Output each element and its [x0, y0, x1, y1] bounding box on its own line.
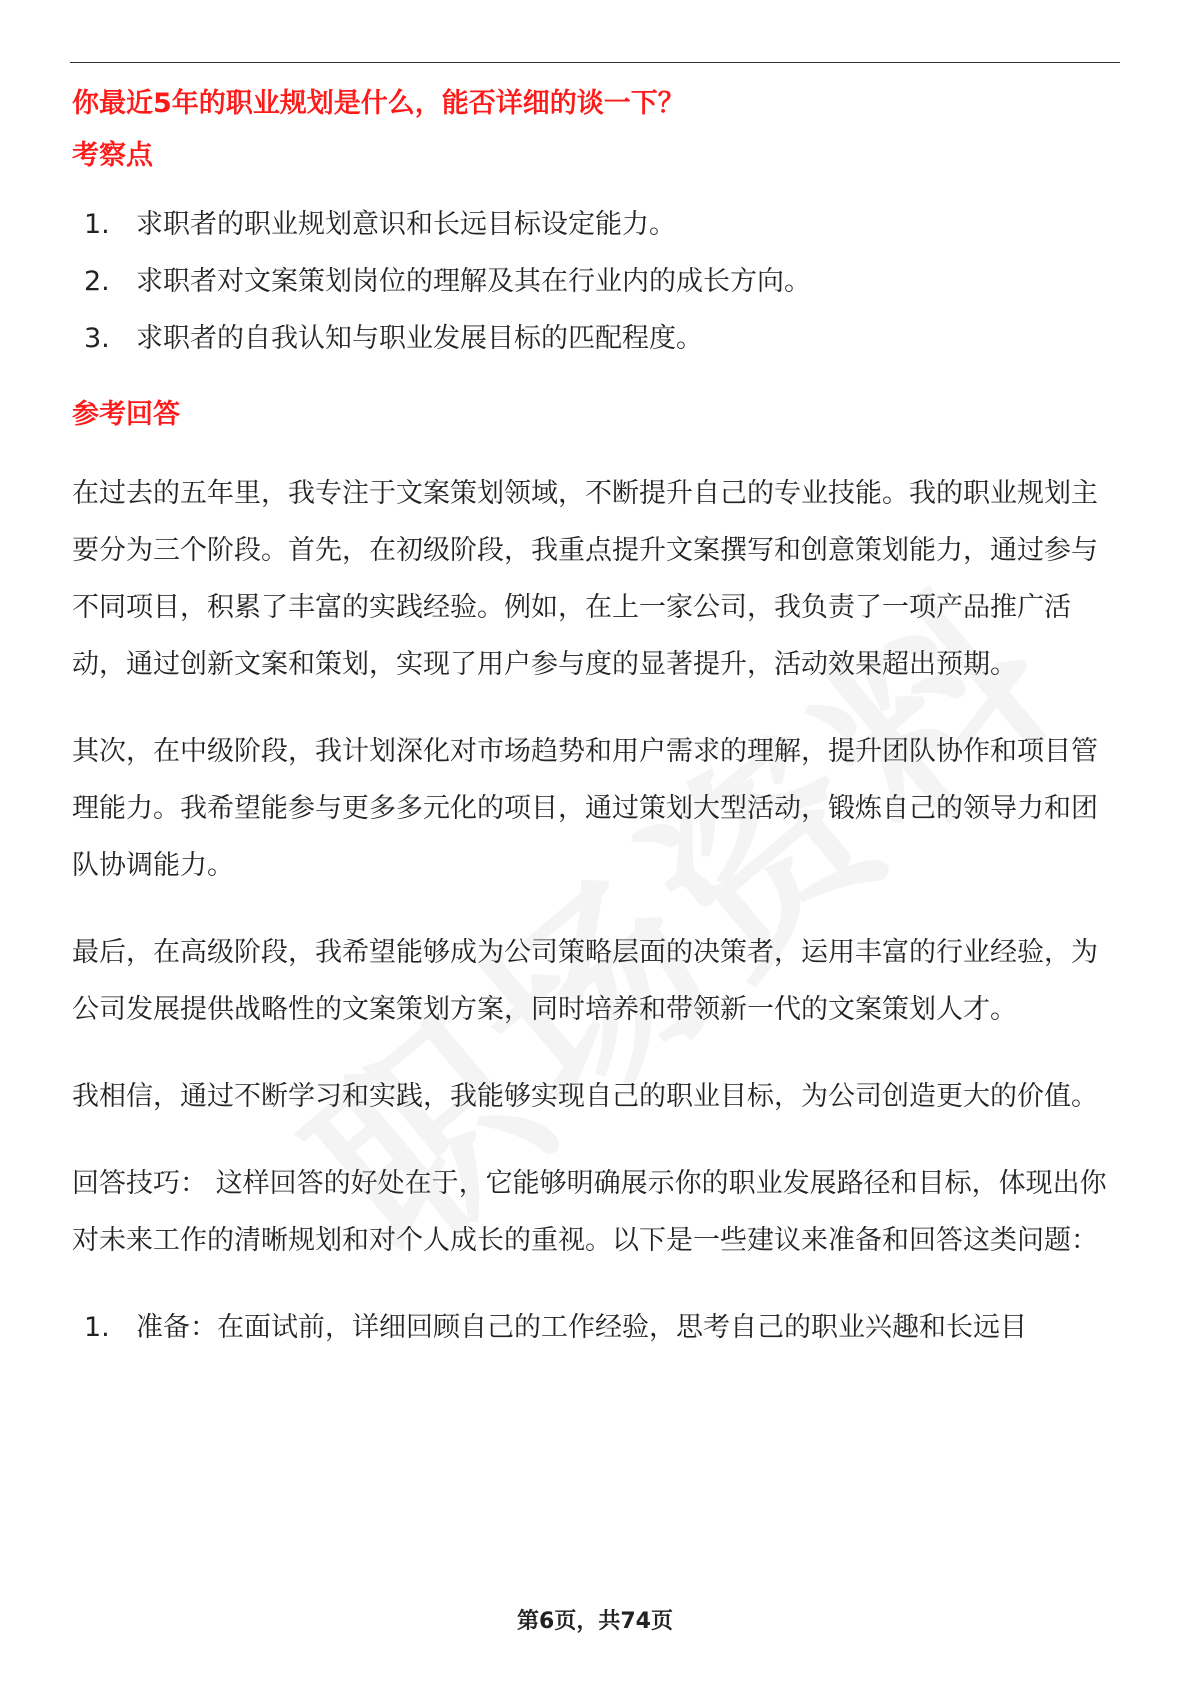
list-number: 1.: [84, 1312, 110, 1343]
page-number: 第6页，共74页: [517, 1609, 673, 1634]
focus-heading: 考察点: [72, 140, 153, 171]
document-body: [72, 78, 1122, 1378]
list-item: [72, 310, 1122, 367]
focus-list: [72, 196, 1122, 367]
question-title: 你最近5年的职业规划是什么，能否详细的谈一下？: [72, 88, 685, 119]
answer-paragraph: 其次，在中级阶段，我计划深化对市场趋势和用户需求的理解，提升团队协作和项目管理能力。我希望能参与更多多元化的项目，通过策划大型活动，锻炼自己的领导力和团队协调能力。: [72, 736, 1098, 881]
tips-list: [72, 1299, 1122, 1356]
answer-paragraph: 在过去的五年里，我专注于文案策划领域，不断提升自己的专业技能。我的职业规划主要分为三个阶段。首先，在初级阶段，我重点提升文案撰写和创意策划能力，通过参与不同项目，积累了丰富的实践经验。例如，在上一家公司，我负责了一项产品推广活动，通过创新文案和策划，实现了用户参与度的显著提升，活动效果超出预期。: [72, 478, 1098, 680]
tips-paragraph: 回答技巧： 这样回答的好处在于，它能够明确展示你的职业发展路径和目标，体现出你对未来工作的清晰规划和对个人成长的重视。以下是一些建议来准备和回答这类问题：: [72, 1168, 1107, 1256]
answer-paragraph: 我相信，通过不断学习和实践，我能够实现自己的职业目标，为公司创造更大的价值。: [72, 1081, 1098, 1112]
list-item: [72, 1299, 1122, 1356]
list-text: 求职者的自我认知与职业发展目标的匹配程度。: [136, 323, 703, 354]
list-text: 求职者对文案策划岗位的理解及其在行业内的成长方向。: [136, 266, 811, 297]
answer-heading: 参考回答: [72, 399, 180, 430]
list-number: 1.: [84, 209, 110, 240]
list-item: [72, 253, 1122, 310]
answer-paragraph: 最后，在高级阶段，我希望能够成为公司策略层面的决策者，运用丰富的行业经验，为公司发展提供战略性的文案策划方案，同时培养和带领新一代的文案策划人才。: [72, 937, 1098, 1025]
list-number: 3.: [84, 323, 110, 354]
list-text: 准备：在面试前，详细回顾自己的工作经验，思考自己的职业兴趣和长远目: [136, 1312, 1027, 1343]
list-text: 求职者的职业规划意识和长远目标设定能力。: [136, 209, 676, 240]
list-item: [72, 196, 1122, 253]
header-rule: [70, 62, 1120, 63]
list-number: 2.: [84, 266, 110, 297]
